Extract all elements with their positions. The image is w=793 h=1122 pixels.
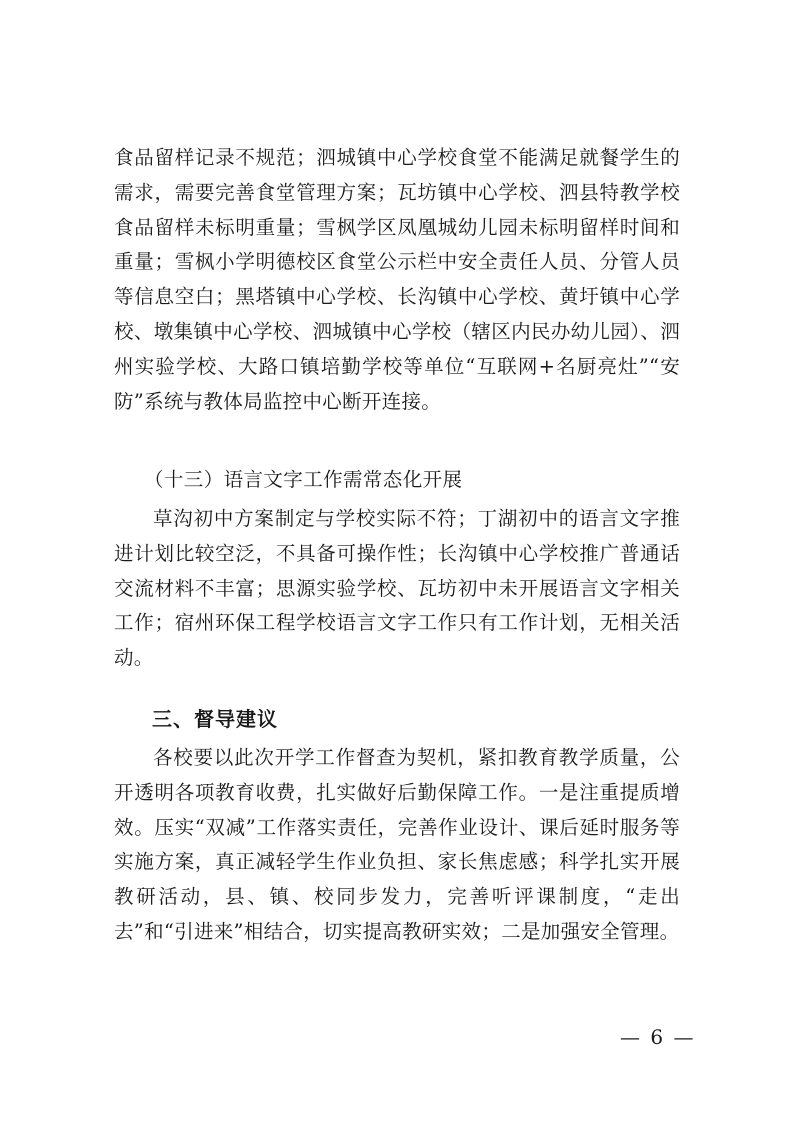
- paragraph-suggestions: 各校要以此次开学工作督查为契机，紧扣教育教学质量，公开透明各项教育收费，扎实做好后勤保障工作。一是注重提质增效。压实“双减”工作落实责任，完善作业设计、课后延时服务等实施方案，真正减轻学生作业负担、家长焦虑感；科学扎实开展教研活动，县、镇、校同步发力，完善听评课制度，“走出去”和“引进来”相结合，切实提高教研实效；二是加强安全管理。: [114, 746, 680, 943]
- page-number: — 6 —: [620, 1025, 696, 1049]
- subheading-language-work: （十三）语言文字工作需常态化开展: [144, 468, 463, 491]
- paragraph-language-issues: 草沟初中方案制定与学校实际不符；丁湖初中的语言文字推进计划比较空泛，不具备可操作性；长沟镇中心学校推广普通话交流材料不丰富；思源实验学校、瓦坊初中未开展语言文字相关工作；宿州环保工程学校语言文字工作只有工作计划，无相关活动。: [114, 507, 680, 670]
- paragraph-food-safety-issues: 食品留样记录不规范；泗城镇中心学校食堂不能满足就餐学生的需求，需要完善食堂管理方案；瓦坊镇中心学校、泗县特教学校食品留样未标明重量；雪枫学区凤凰城幼儿园未标明留样时间和重量；雪枫小学明德校区食堂公示栏中安全责任人员、分管人员等信息空白；黑塔镇中心学校、长沟镇中心学校、黄圩镇中心学校、墩集镇中心学校、泗城镇中心学校（辖区内民办幼儿园）、泗州实验学校、大路口镇培勤学校等单位“互联网+名厨亮灶”“安防”系统与教体局监控中心断开连接。: [114, 146, 680, 413]
- section-heading-supervision-suggestions: 三、督导建议: [152, 707, 278, 731]
